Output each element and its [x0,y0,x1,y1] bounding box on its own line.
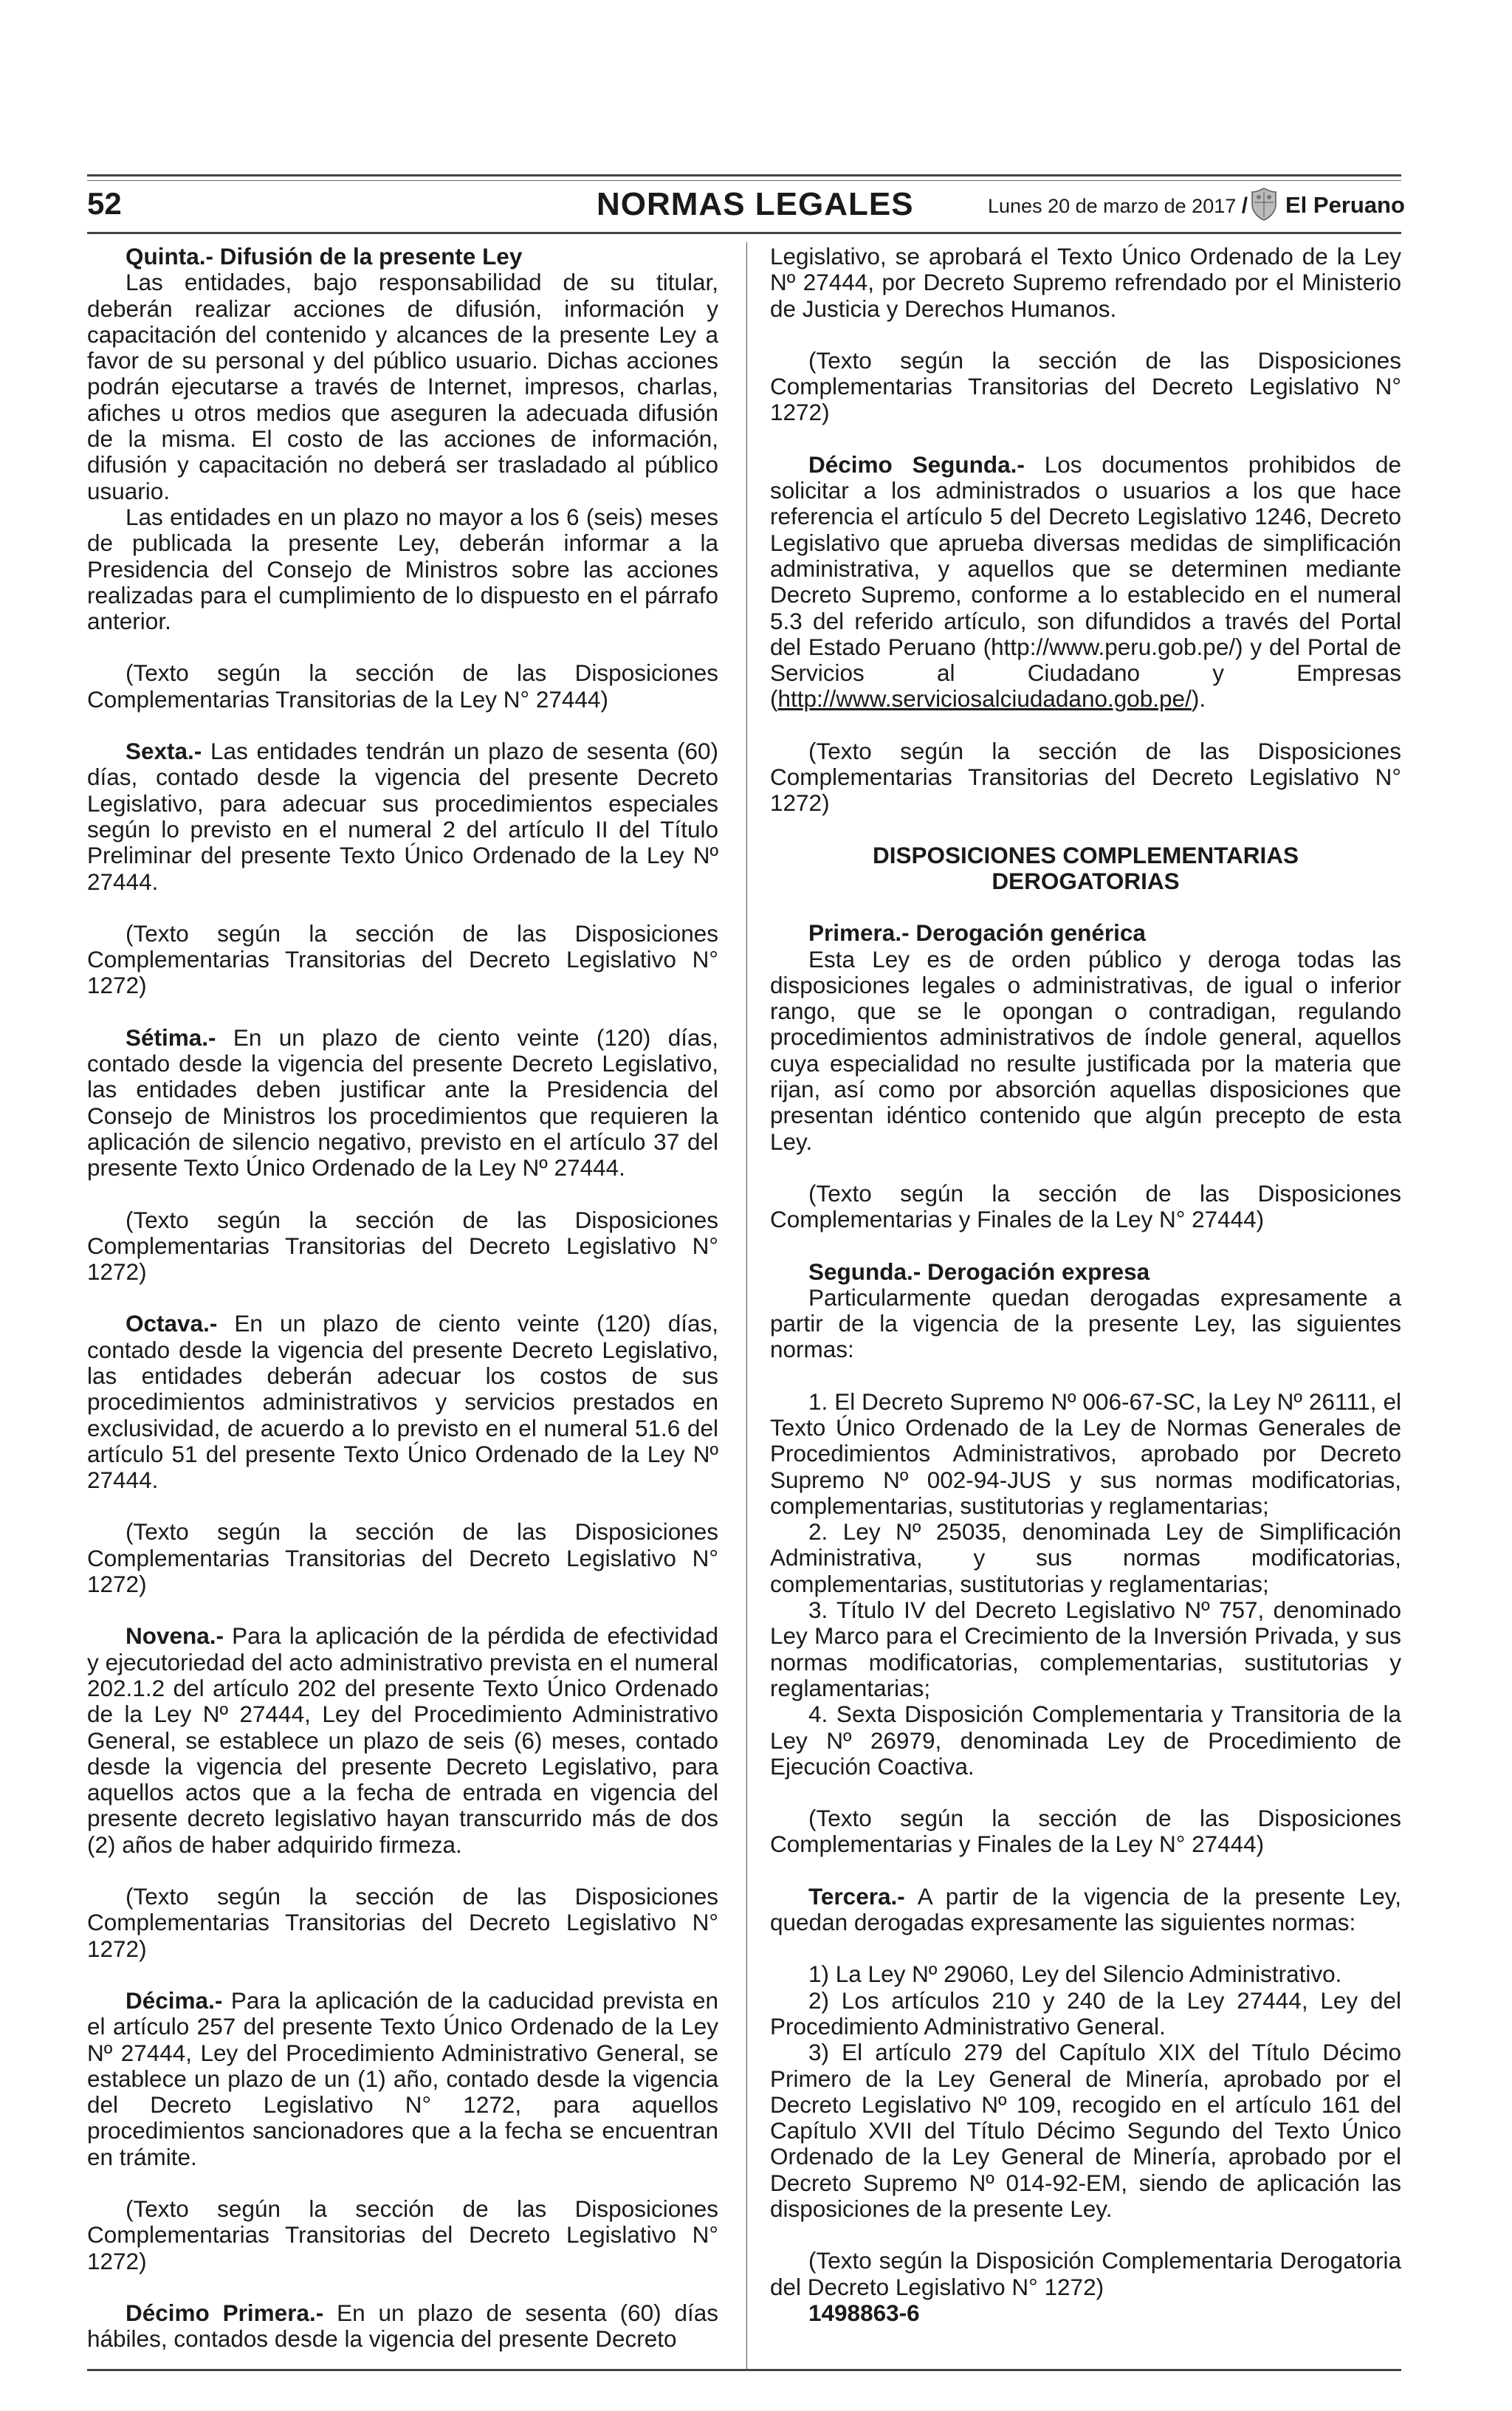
primera-text: Esta Ley es de orden público y deroga todas las disposiciones legales o administrativas, de igual o inferior rango, que se le opongan o contradigan, regulando procedimientos administrativos de índole general, aquellos cuya especialidad no resulte justificada por la materia que rijan, así como por absorción aquellas disposiciones que presentan idéntico contenido que algún precepto de esta Ley. [770,945,1401,1155]
section-heading-line-1: DISPOSICIONES COMPLEMENTARIAS [873,841,1299,868]
decimo-primera-text: En un plazo de sesenta (60) días hábiles, contados desde la vigencia del presente Decreto [87,2299,718,2353]
quinta-paragraph-2: Las entidades en un plazo no mayor a los 6 (seis) meses de publicada la presente Ley, deberán informar a la Presidencia del Consejo de Ministros sobre las acciones realizadas para el cumplimiento de lo dispuesto en el párrafo anterior. [87,503,718,635]
segunda-title: Segunda.- Derogación expresa [808,1258,1150,1285]
novena-text: Para la aplicación de la pérdida de efectividad y ejecutoriedad del acto administrativo prevista en el numeral 202.1.2 del artículo 202 del presente Texto Único Ordenado de la Ley Nº 27444, Ley del Procedimiento Administrativo General, se establece un plazo de seis (6) meses, contado desde la vigencia del presente Decreto Legislativo, para aquellos actos que a la fecha de entrada en vigencia del presente decreto legislativo hayan transcurrido más de dos (2) años de haber adquirido firmeza. [87,1622,718,1858]
novena-paragraph [87,1623,718,1858]
tercera-lead: Tercera.- [808,1882,905,1910]
sexta-text: Las entidades tendrán un plazo de sesenta (60) días, contado desde la vigencia del presente Decreto Legislativo, para adecuar sus procedimientos especiales según lo previsto en el numeral 2 del artículo II del Título Preliminar del presente Texto Único Ordenado de la Ley Nº 27444. [87,738,718,895]
list-item: 3) El artículo 279 del Capítulo XIX del Título Décimo Primero de la Ley General de Minería, aprobado por el Decreto Legislativo Nº 109, recogido en el artículo 161 del Capítulo XVII del Título Décimo Segundo del Texto Único Ordenado de la Ley General de Minería, aprobado por el Decreto Supremo Nº 014-92-EM, siendo de aplicación las disposiciones de la presente Ley. [770,2039,1401,2222]
right-column [770,244,1401,2326]
decima-lead: Décima.- [126,1986,223,2014]
column-divider [746,242,747,2369]
header-separator: / [1241,193,1248,218]
tercera-paragraph [770,1884,1401,1936]
octava-paragraph [87,1311,718,1493]
decimo-primera-continuation: Legislativo, se aprobará el Texto Único Ordenado de la Ley Nº 27444, por Decreto Supremo refrendado por el Ministerio de Justicia y Derechos Humanos. [770,243,1401,322]
decimo-segunda-lead: Décimo Segunda.- [808,450,1025,478]
tercera-source-note: (Texto según la Disposición Complementaria Derogatoria del Decreto Legislativo N° 1272) [770,2247,1401,2300]
header-top-rule [87,174,1401,176]
setima-lead: Sétima.- [126,1023,216,1051]
list-item: 4. Sexta Disposición Complementaria y Transitoria de la Ley Nº 26979, denominada Ley de Procedimiento de Ejecución Coactiva. [770,1701,1401,1780]
services-portal-link[interactable]: http://www.serviciosalciudadano.gob.pe/ [777,685,1192,713]
decimo-primera-paragraph [87,2300,718,2353]
decima-source-note: (Texto según la sección de las Disposiciones Complementarias Transitorias del Decreto Legislativo N° 1272) [87,2195,718,2274]
decimo-primera-lead: Décimo Primera.- [126,2299,324,2326]
quinta-title: Quinta.- Difusión de la presente Ley [126,243,523,270]
decimo-segunda-text: Los documentos prohibidos de solicitar a los administrados o usuarios a los que hace referencia el artículo 5 del Decreto Legislativo 1246, Decreto Legislativo que aprueba diversas medidas de simplificación administrativa, y aquellos que se determinen mediante Decreto Supremo, conforme a lo establecido en el numeral 5.3 del referido artículo, son difundidos a través del Portal del Estado Peruano (http://www.peru.gob.pe/) y del Portal de Servicios al Ciudadano y Empresas ( [770,450,1402,713]
issue-date-text: Lunes 20 de marzo de 2017 [988,195,1237,217]
section-heading-line-2: DEROGATORIAS [992,867,1180,894]
list-item: 2. Ley Nº 25035, denominada Ley de Simplificación Administrativa, y sus normas modificatorias, complementarias, sustitutorias y reglamentarias; [770,1518,1401,1597]
sexta-lead: Sexta.- [126,738,202,765]
setima-text: En un plazo de ciento veinte (120) días, contado desde la vigencia del presente Decreto Legislativo, las entidades deben justificar ante la Presidencia del Consejo de Ministros los procedimientos que requieren la aplicación de silencio negativo, previsto en el artículo 37 del presente Texto Único Ordenado de la Ley Nº 27444. [87,1023,718,1182]
decimo-segunda-source-note: (Texto según la sección de las Disposiciones Complementarias Transitorias del Decreto Legislativo N° 1272) [770,737,1401,817]
sexta-paragraph [87,738,718,895]
decima-text: Para la aplicación de la caducidad prevista en el artículo 257 del presente Texto Único Ordenado de la Ley Nº 27444, Ley del Procedimiento Administrativo General, se establece un plazo de un (1) año, contado desde la vigencia del Decreto Legislativo N° 1272, para aquellos procedimientos sancionadores que a la fecha se encuentran en trámite. [87,1986,718,2170]
decimo-primera-source-note: (Texto según la sección de las Disposiciones Complementarias Transitorias del Decreto Legislativo N° 1272) [770,346,1401,426]
header-top-rule-thin [87,180,1401,181]
quinta-paragraph-1: Las entidades, bajo responsabilidad de su titular, deberán realizar acciones de difusión, información y capacitación del contenido y alcances de la presente Ley a favor de su personal y del público usuario. Dichas acciones podrán ejecutarse a través de Internet, impresos, charlas, afiches u otros medios que aseguren la adecuada difusión de la misma. El costo de las acciones de información, difusión y capacitación no deberá ser trasladado al público usuario. [87,269,718,504]
novena-lead: Novena.- [126,1622,224,1650]
octava-lead: Octava.- [126,1310,218,1337]
list-item: 3. Título IV del Decreto Legislativo Nº 757, denominado Ley Marco para el Crecimiento de la Inversión Privada, y sus normas modificatorias, complementarias, sustitutorias y reglamentarias; [770,1597,1401,1701]
publication-code: 1498863-6 [808,2299,920,2326]
footer-rule [87,2369,1401,2371]
segunda-intro: Particularmente quedan derogadas expresamente a partir de la vigencia de la presente Ley, las siguientes normas: [770,1283,1401,1363]
coat-of-arms-icon [1250,186,1278,222]
decima-paragraph [87,1988,718,2170]
list-item: 1) La Ley Nº 29060, Ley del Silencio Administrativo. [808,1961,1342,1988]
section-heading [770,843,1401,895]
list-item: 1. El Decreto Supremo Nº 006-67-SC, la Ley Nº 26111, el Texto Único Ordenado de la Ley de Normas Generales de Procedimientos Administrativos, aprobado por Decreto Supremo Nº 002-94-JUS y sus normas modificatorias, complementarias, sustitutorias y reglamentarias; [770,1388,1401,1519]
issue-date [988,193,1248,219]
brand-name: El Peruano [1285,192,1405,218]
header-bottom-rule [87,232,1401,234]
decimo-segunda-paragraph [770,452,1401,713]
primera-title: Primera.- Derogación genérica [808,919,1146,947]
setima-paragraph [87,1025,718,1182]
tercera-text: A partir de la vigencia de la presente Ley, quedan derogadas expresamente las siguientes normas: [770,1882,1401,1936]
left-column [87,244,718,2352]
primera-source-note: (Texto según la sección de las Disposiciones Complementarias y Finales de la Ley N° 27444) [770,1179,1401,1233]
section-title: NORMAS LEGALES [597,186,914,222]
octava-text: En un plazo de ciento veinte (120) días, contado desde la vigencia del presente Decreto Legislativo, las entidades deberán adecuar los costos de sus procedimientos administrativos y servicios prestados en exclusividad, de acuerdo a lo previsto en el numeral 51.6 del artículo 51 del presente Texto Único Ordenado de la Ley Nº 27444. [87,1310,718,1494]
sexta-source-note: (Texto según la sección de las Disposiciones Complementarias Transitorias del Decreto Legislativo N° 1272) [87,919,718,999]
decimo-segunda-end: ). [1191,685,1206,713]
segunda-source-note: (Texto según la sección de las Disposiciones Complementarias y Finales de la Ley N° 27444) [770,1805,1401,1858]
quinta-source-note: (Texto según la sección de las Disposiciones Complementarias Transitorias de la Ley N° 27444) [87,659,718,713]
list-item: 2) Los artículos 210 y 240 de la Ley 27444, Ley del Procedimiento Administrativo General. [770,1986,1401,2040]
novena-source-note: (Texto según la sección de las Disposiciones Complementarias Transitorias del Decreto Legislativo N° 1272) [87,1883,718,1962]
setima-source-note: (Texto según la sección de las Disposiciones Complementarias Transitorias del Decreto Legislativo N° 1272) [87,1206,718,1286]
page-number: 52 [87,186,122,221]
octava-source-note: (Texto según la sección de las Disposiciones Complementarias Transitorias del Decreto Legislativo N° 1272) [87,1518,718,1598]
